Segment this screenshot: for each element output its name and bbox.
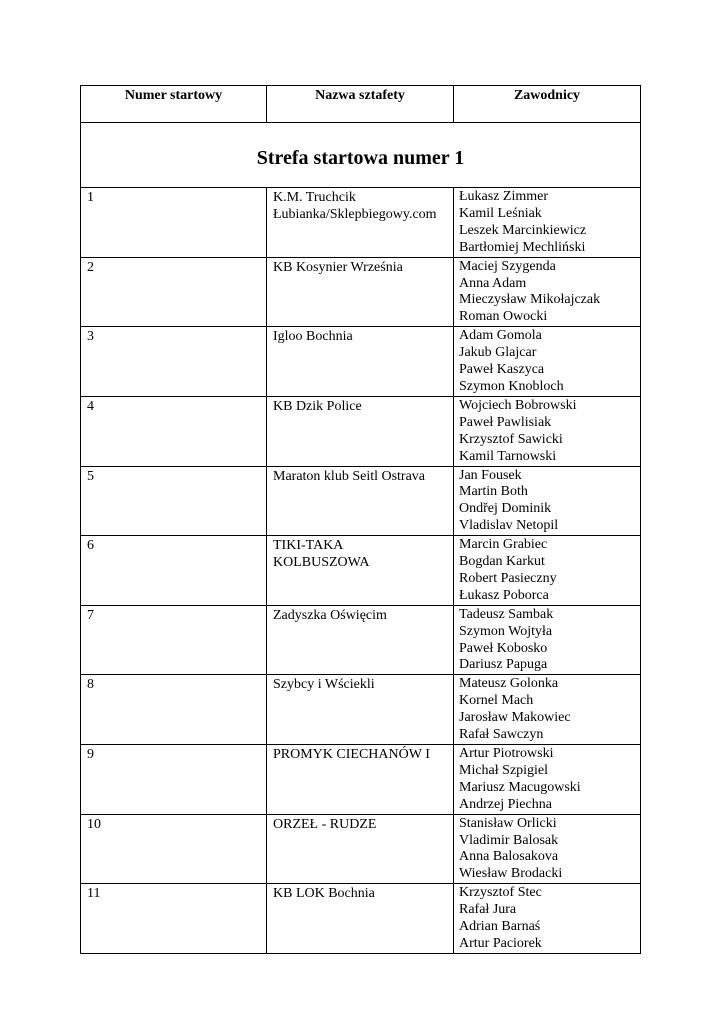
zone-row [81,123,641,188]
rider-name: Rafał Jura [459,902,517,918]
team-name-line: KB LOK Bochnia [273,886,375,902]
rider-name: Martin Both [459,484,528,500]
riders-list [454,396,641,466]
team-name [267,745,454,815]
rider-name: Paweł Pawlisiak [459,414,552,430]
rider-name: Michał Szpigiel [459,762,549,778]
rider-name: Szymon Wojtyła [459,623,553,639]
table-row [81,536,641,606]
rider-name: Jan Fousek [459,467,522,483]
table-row [81,396,641,466]
header-riders: Zawodnicy [454,86,641,123]
rider-name: Marcin Grabiec [459,537,548,553]
rider-name: Wiesław Brodacki [459,866,563,882]
team-name [267,396,454,466]
team-name [267,188,454,258]
rider-name: Kamil Leśniak [459,205,542,221]
zone-cell [81,123,641,188]
rider-name: Mieczysław Mikołajczak [459,292,601,308]
team-name [267,466,454,536]
team-name [267,814,454,884]
rider-name: Bogdan Karkut [459,554,545,570]
riders-list [454,814,641,884]
team-name-line: KOLBUSZOWA [273,555,370,571]
riders-list [454,605,641,675]
rider-name: Andrzej Piechna [459,796,552,812]
table-row [81,188,641,258]
team-name-line: Zadyszka Oświęcim [273,607,387,623]
table-row [81,466,641,536]
table-row [81,327,641,397]
rider-name: Dariusz Papuga [459,657,548,673]
team-name [267,536,454,606]
rider-name: Jakub Glajcar [459,345,537,361]
riders-list [454,884,641,954]
rider-name: Adam Gomola [459,328,542,344]
rider-name: Roman Owocki [459,309,548,325]
rider-name: Ondřej Dominik [459,501,552,517]
rider-name: Artur Paciorek [459,935,542,951]
rider-name: Kamil Tarnowski [459,448,557,464]
table-row [81,745,641,815]
team-name [267,675,454,745]
start-number: 8 [81,675,267,745]
riders-list [454,675,641,745]
rider-name: Adrian Barnaś [459,919,541,935]
table-row [81,675,641,745]
rider-name: Mariusz Macugowski [459,779,581,795]
team-name-line: KB Dzik Police [273,398,362,414]
start-number: 4 [81,396,267,466]
table-row [81,814,641,884]
rider-name: Mateusz Golonka [459,676,559,692]
team-name [267,884,454,954]
team-name-line: Maraton klub Seitl Ostrava [273,468,426,484]
rider-name: Krzysztof Stec [459,885,542,901]
rider-name: Łukasz Poborca [459,587,549,603]
rider-name: Krzysztof Sawicki [459,431,563,447]
team-name-line: TIKI-TAKA [273,538,344,554]
riders-list [454,745,641,815]
header-number: Numer startowy [81,86,267,123]
start-number: 2 [81,257,267,327]
start-number: 6 [81,536,267,606]
rider-name: Łukasz Zimmer [459,189,549,204]
rider-name: Robert Pasieczny [459,570,557,586]
start-number: 10 [81,814,267,884]
start-number: 5 [81,466,267,536]
team-name-line: Szybcy i Wściekli [273,677,375,693]
document-page [80,85,640,954]
riders-list [454,466,641,536]
team-name [267,605,454,675]
team-name [267,327,454,397]
rider-name: Szymon Knobloch [459,378,564,394]
team-name-line: K.M. Truchcik [273,190,356,205]
rider-name: Artur Piotrowski [459,746,554,761]
riders-list [454,327,641,397]
table-row [81,884,641,954]
rider-name: Bartłomiej Mechliński [459,239,586,255]
team-name-line: Igloo Bochnia [273,329,353,345]
riders-list [454,188,641,258]
zone-title: Strefa startowa numer 1 [256,146,465,169]
rider-name: Vladimir Balosak [459,832,559,848]
team-name-line: KB Kosynier Września [273,259,403,275]
rider-name: Paweł Kaszyca [459,362,545,378]
relay-teams-table [80,85,641,954]
team-name-line: Łubianka/Sklepbiegowy.com [273,207,437,222]
riders-list [454,257,641,327]
header-team: Nazwa sztafety [267,86,454,123]
rider-name: Anna Balosakova [459,849,559,865]
rider-name: Stanisław Orlicki [459,815,557,831]
rider-name: Jarosław Makowiec [459,710,571,726]
rider-name: Paweł Kobosko [459,640,548,656]
start-number: 7 [81,605,267,675]
rider-name: Rafał Sawczyn [459,727,544,743]
start-number: 11 [81,884,267,954]
rider-name: Vladislav Netopil [459,518,559,534]
rider-name: Kornel Mach [459,693,534,709]
rider-name: Wojciech Bobrowski [459,397,577,413]
start-number: 1 [81,188,267,258]
riders-list [454,536,641,606]
rider-name: Maciej Szygenda [459,258,556,274]
table-row [81,605,641,675]
team-name-line: PROMYK CIECHANÓW I [273,747,430,762]
start-number: 3 [81,327,267,397]
team-name-line: ORZEŁ - RUDZE [273,816,377,832]
header-row [81,86,641,123]
rider-name: Leszek Marcinkiewicz [459,222,587,238]
start-number: 9 [81,745,267,815]
team-name [267,257,454,327]
rider-name: Tadeusz Sambak [459,606,554,622]
table-row [81,257,641,327]
rider-name: Anna Adam [459,275,527,291]
